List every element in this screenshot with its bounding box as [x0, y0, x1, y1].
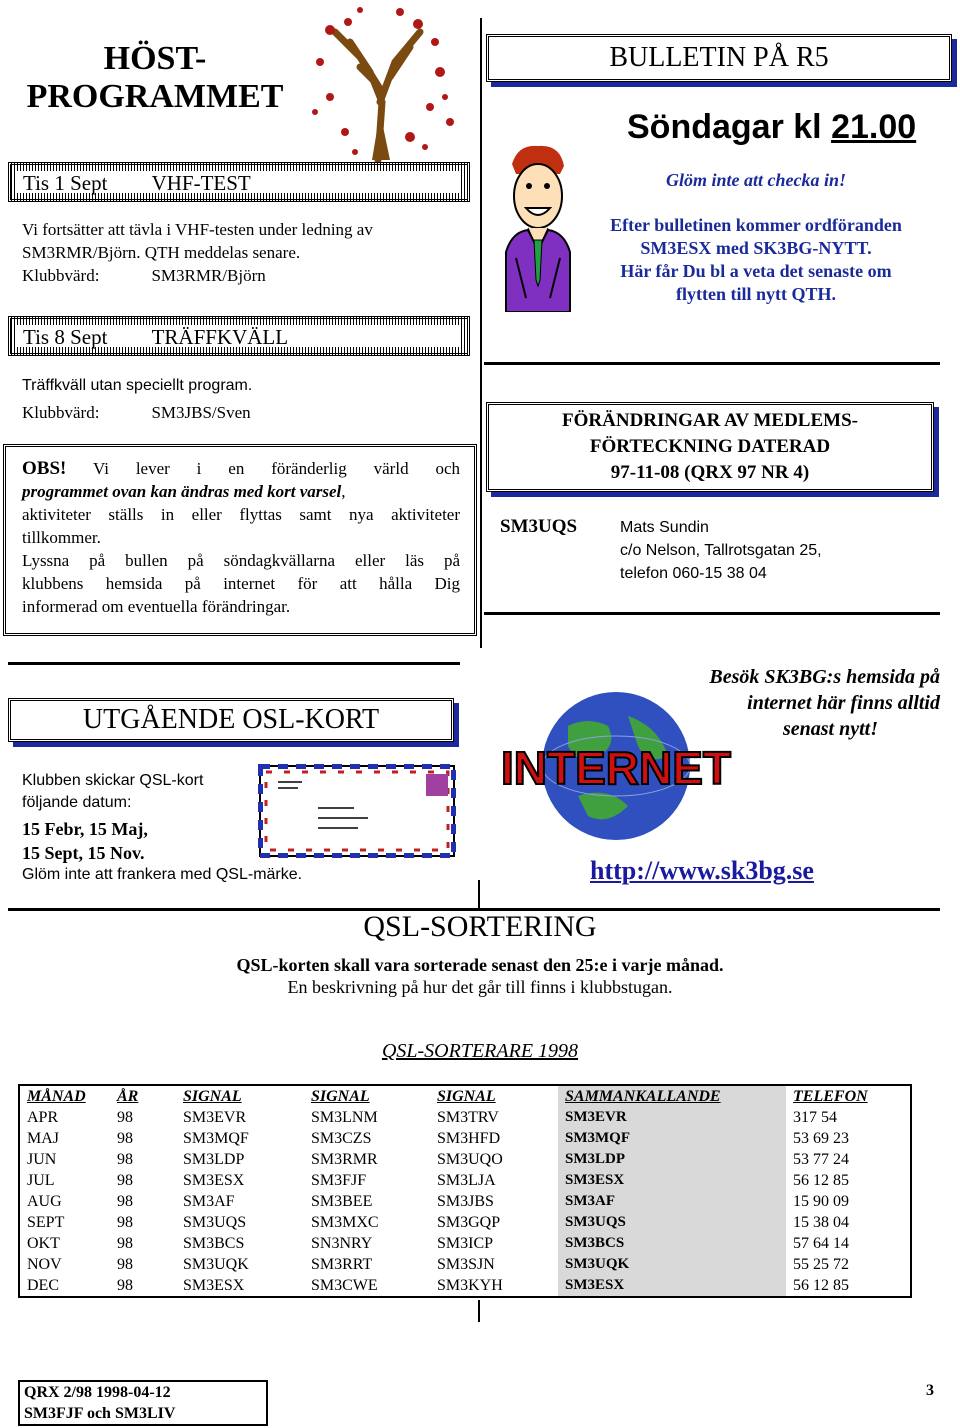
table-cell: SM3UQO: [437, 1151, 503, 1168]
table-cell: SM3LNM: [311, 1109, 378, 1126]
table-cell: SM3MQF: [183, 1130, 249, 1147]
obs-notice: OBS! Vi lever i en föränderlig värld och programmet ovan kan ändras med kort varsel, aktiviteter ställs in eller flyttas samt nya aktiviteter tillkommer. Lyssna på bullen på söndagkvällarna eller läs på klubbens hemsida på internet för att hålla Dig informerad om eventuella förändringar.: [3, 444, 477, 636]
table-cell: APR: [27, 1109, 59, 1126]
table-cell: 98: [117, 1109, 133, 1126]
table-cell: JUL: [27, 1172, 55, 1189]
internet-globe-icon: [498, 686, 734, 846]
event1-name: VHF-TEST: [151, 171, 251, 195]
event2-date: Tis 8 Sept: [23, 325, 108, 349]
table-cell: SM3LDP: [183, 1151, 245, 1168]
sorting-table-title: QSL-SORTERARE 1998: [381, 1040, 579, 1062]
table-cell: MAJ: [27, 1130, 60, 1147]
table-cell: SM3JBS: [437, 1193, 494, 1210]
homepage-link[interactable]: http://www.sk3bg.se: [590, 856, 814, 885]
changes-address: Mats Sundin c/o Nelson, Tallrotsgatan 25, telefon 060-15 38 04: [620, 519, 822, 582]
table-cell: SM3TRV: [437, 1109, 499, 1126]
table-cell: 53 77 24: [793, 1151, 849, 1168]
bulletin-reminder: Glöm inte att checka in!: [666, 170, 846, 190]
table-cell: SM3RRT: [311, 1256, 373, 1273]
table-cell: AUG: [27, 1193, 62, 1210]
airmail-envelope-icon: [258, 764, 456, 858]
table-cell: NOV: [27, 1256, 62, 1273]
table-cell: SM3ESX: [183, 1277, 245, 1294]
table-cell: SM3ESX: [183, 1172, 245, 1189]
page-number: 3: [926, 1382, 934, 1399]
table-cell: SM3BCS: [558, 1233, 786, 1254]
table-row: [20, 1212, 910, 1233]
table-cell: SM3LDP: [558, 1149, 786, 1170]
bulletin-time: Söndagar kl 21.00: [627, 108, 917, 146]
event1-date: Tis 1 Sept: [23, 171, 108, 195]
bulletin-title: BULLETIN PÅ R5: [486, 34, 952, 82]
table-cell: SM3CZS: [311, 1130, 372, 1147]
table-cell: SM3UQS: [558, 1212, 786, 1233]
table-row: [20, 1170, 910, 1191]
divider: [484, 612, 940, 615]
table-cell: SM3EVR: [558, 1107, 786, 1128]
table-cell: 98: [117, 1172, 133, 1189]
divider: [484, 362, 940, 365]
changes-title: FÖRÄNDRINGAR AV MEDLEMS- FÖRTECKNING DATERAD 97-11-08 (QRX 97 NR 4): [486, 402, 934, 492]
table-cell: JUN: [27, 1151, 57, 1168]
table-row: [20, 1107, 910, 1128]
event1-text: Vi fortsätter att tävla i VHF-testen under ledning av SM3RMR/Björn. QTH meddelas senare. Klubbvärd: SM3RMR/Björn: [22, 220, 373, 285]
table-cell: 55 25 72: [793, 1256, 849, 1273]
table-cell: SM3KYH: [437, 1277, 503, 1294]
table-cell: 15 38 04: [793, 1214, 849, 1231]
table-cell: SM3BEE: [311, 1193, 373, 1210]
sorting-table: [18, 1084, 912, 1298]
changes-call: SM3UQS: [500, 516, 578, 537]
table-cell: SM3UQK: [558, 1254, 786, 1275]
table-cell: SM3HFD: [437, 1130, 501, 1147]
event2-text: Träffkväll utan speciellt program. Klubbvärd: SM3JBS/Sven: [22, 377, 253, 422]
table-cell: 56 12 85: [793, 1277, 849, 1294]
table-cell: SM3MQF: [558, 1128, 786, 1149]
event1-host: SM3RMR/Björn: [151, 266, 266, 285]
table-cell: 57 64 14: [793, 1235, 849, 1252]
divider: [8, 662, 460, 665]
table-cell: SM3FJF: [311, 1172, 367, 1189]
table-cell: 98: [117, 1130, 133, 1147]
table-row: [20, 1128, 910, 1149]
qsl-out-title: UTGÅENDE OSL-KORT: [8, 698, 454, 742]
table-cell: SM3ESX: [558, 1170, 786, 1191]
table-cell: SM3SJN: [437, 1256, 495, 1273]
internet-text: Besök SK3BG:s hemsida på internet här finns alltid senast nytt!: [709, 666, 940, 740]
event2-header: [8, 316, 470, 356]
event2-host: SM3JBS/Sven: [151, 403, 251, 422]
program-title: HÖST- PROGRAMMET: [26, 40, 284, 115]
footer-issue: QRX 2/98 1998-04-12 SM3FJF och SM3LIV: [18, 1380, 268, 1426]
column-divider: [478, 880, 480, 910]
table-cell: SM3GQP: [437, 1214, 501, 1231]
table-cell: 98: [117, 1151, 133, 1168]
table-cell: 98: [117, 1256, 133, 1273]
table-cell: 53 69 23: [793, 1130, 849, 1147]
column-divider: [480, 18, 482, 648]
table-cell: 56 12 85: [793, 1172, 849, 1189]
table-cell: SM3EVR: [183, 1109, 247, 1126]
table-cell: SEPT: [27, 1214, 65, 1231]
table-cell: 98: [117, 1193, 133, 1210]
table-cell: SM3UQK: [183, 1256, 249, 1273]
table-cell: 98: [117, 1214, 133, 1231]
table-cell: SN3NRY: [311, 1235, 373, 1252]
table-cell: SM3RMR: [311, 1151, 378, 1168]
table-cell: SM3BCS: [183, 1235, 245, 1252]
table-row: [20, 1275, 910, 1296]
autumn-tree-icon: [300, 2, 465, 162]
bulletin-text: Efter bulletinen kommer ordföranden SM3ESX med SK3BG-NYTT. Här får Du bl a veta det senaste om flytten till nytt QTH.: [610, 215, 902, 304]
internet-logo-text: INTERNET: [501, 742, 731, 794]
sorting-title: QSL-SORTERING: [363, 910, 597, 943]
table-row: [20, 1254, 910, 1275]
table-cell: OKT: [27, 1235, 60, 1252]
table-cell: SM3MXC: [311, 1214, 379, 1231]
table-cell: SM3AF: [183, 1193, 235, 1210]
cartoon-man-icon: [498, 140, 574, 312]
table-row: [20, 1149, 910, 1170]
table-cell: 317 54: [793, 1109, 837, 1126]
table-cell: SM3AF: [558, 1191, 786, 1212]
table-cell: SM3ESX: [558, 1275, 786, 1296]
table-cell: 98: [117, 1277, 133, 1294]
table-header-row: MÅNAD ÅR SIGNAL SIGNAL SIGNAL SAMMANKALLANDE TELEFON: [27, 1088, 868, 1105]
event2-name: TRÄFFKVÄLL: [151, 325, 289, 349]
event1-header: [8, 162, 470, 202]
table-cell: SM3UQS: [183, 1214, 247, 1231]
table-cell: 15 90 09: [793, 1193, 849, 1210]
table-row: [20, 1233, 910, 1254]
obs-label: OBS!: [22, 458, 67, 479]
table-cell: SM3CWE: [311, 1277, 378, 1294]
column-divider: [478, 1300, 480, 1322]
table-cell: SM3LJA: [437, 1172, 496, 1189]
qsl-out-text: Klubben skickar QSL-kort följande datum: 15 Febr, 15 Maj, 15 Sept, 15 Nov. Glöm inte att frankera med QSL-märke.: [22, 772, 303, 883]
sorting-text: QSL-korten skall vara sorterade senast den 25:e i varje månad. En beskrivning på hur det går till finns i klubbstugan.: [236, 955, 724, 997]
table-cell: SM3ICP: [437, 1235, 494, 1252]
table-row: [20, 1191, 910, 1212]
table-cell: DEC: [27, 1277, 59, 1294]
table-cell: 98: [117, 1235, 133, 1252]
